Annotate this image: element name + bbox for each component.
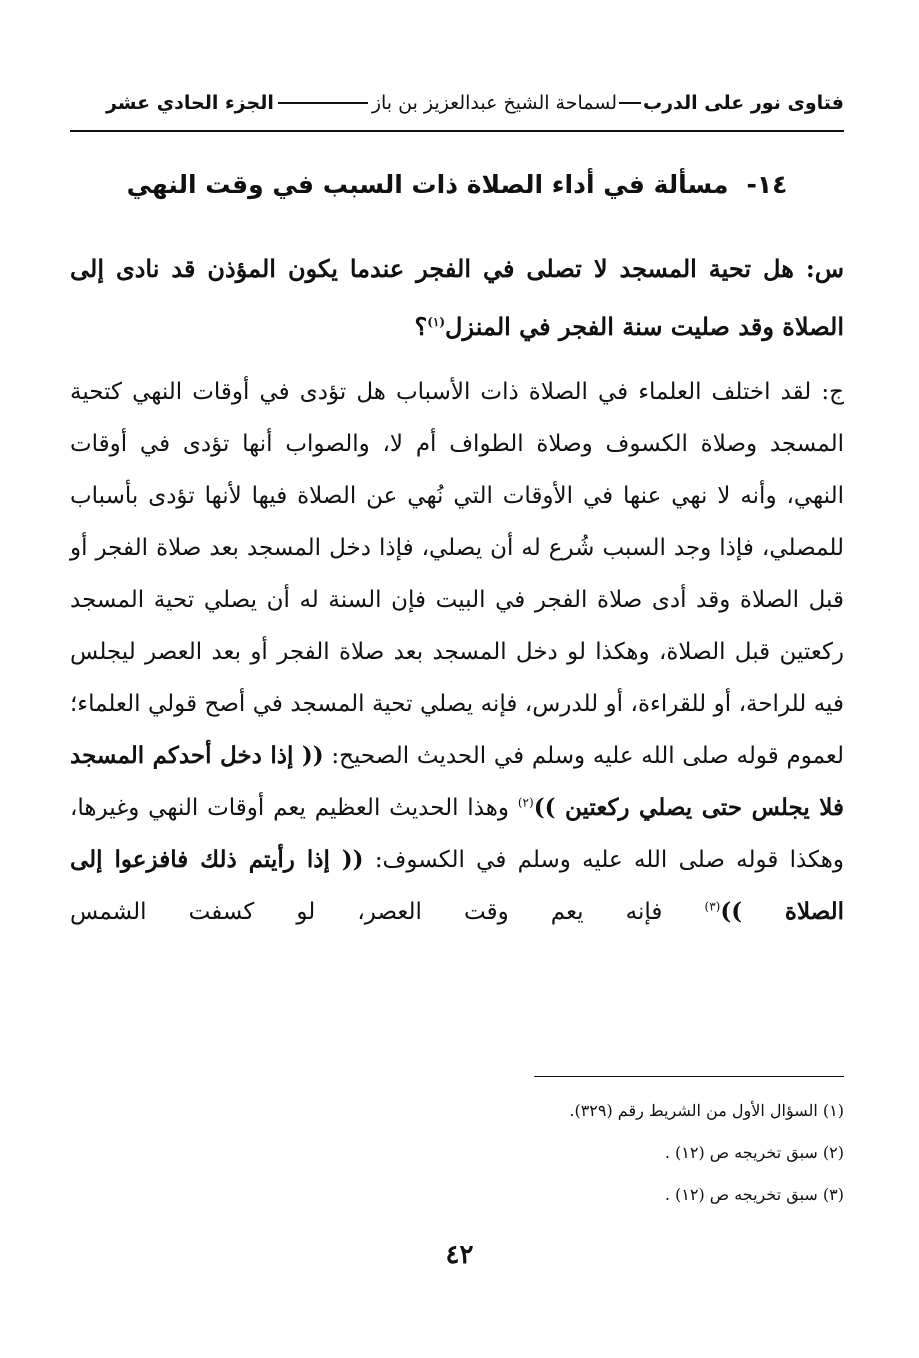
question-label: س: (805, 254, 844, 283)
footnote-2: (٢) سبق تخريجه ص (١٢) . (664, 1143, 844, 1162)
footnote-rule (534, 1076, 844, 1077)
section-title: مسألة في أداء الصلاة ذات السبب في وقت النهي (126, 170, 729, 199)
header-separator (619, 102, 641, 104)
book-title: فتاوى نور على الدرب (643, 92, 844, 114)
header-rule (70, 130, 844, 132)
answer-text-part1: لقد اختلف العلماء في الصلاة ذات الأسباب هل تؤدى في أوقات النهي كتحية المسجد وصلاة الكسوف وصلاة الطواف أم لا، والصواب أنها تؤدى في أوقات النهي، وأنه لا نهي عنها في الأوقات التي نُهي عن الصلاة فيها لأنها تؤدى بأسباب للمصلي، فإذا وجد السبب شُرع له أن يصلي، فإذا دخل المسجد بعد صلاة الفجر أو قبل الصلاة وقد أدى صلاة الفجر في البيت فإن السنة له أن يصلي تحية المسجد ركعتين قبل الصلاة، وهكذا لو دخل المسجد بعد صلاة الفجر أو بعد العصر ليجلس فيه للراحة، أو للقراءة، أو للدرس، فإنه يصلي تحية المسجد في أصح قولي العلماء؛ لعموم قوله صلى الله عليه وسلم في الحديث الصحيح: (70, 379, 845, 769)
volume-label: الجزء الحادي عشر (105, 92, 274, 114)
answer-text-part2: وهذا الحديث العظيم يعم أوقات النهي وغيرها، وهكذا قوله صلى الله عليه وسلم في الكسوف: (70, 795, 844, 873)
section-number: ١٤- (746, 170, 788, 199)
footnote-3: (٣) سبق تخريجه ص (١٢) . (664, 1185, 844, 1204)
question-paragraph (70, 240, 844, 356)
page-number: ٤٢ (445, 1240, 474, 1270)
footnote-ref-3: (٣) (704, 899, 721, 914)
hadith-quote-2: (( إذا رأيتم ذلك فافزعوا إلى الصلاة )) (70, 846, 845, 925)
footnote-1: (١) السؤال الأول من الشريط رقم (٣٢٩). (569, 1101, 844, 1120)
answer-label: ج: (821, 379, 844, 405)
answer-text-part3: فإنه يعم وقت العصر، لو كسفت الشمس (70, 899, 663, 925)
footnotes (70, 1092, 844, 1218)
hadith-quote-1: (( إذا دخل أحدكم المسجد فلا يجلس حتى يصلي ركعتين )) (70, 742, 845, 821)
footnote-ref-1: (١) (427, 315, 446, 329)
running-header (70, 92, 844, 128)
section-heading (70, 170, 844, 199)
question-mark: ؟ (414, 312, 428, 341)
header-separator-long (278, 102, 368, 104)
footnote-ref-2: (٢) (517, 795, 534, 810)
answer-paragraph (70, 366, 844, 938)
question-text: هل تحية المسجد لا تصلى في الفجر عندما يكون المؤذن قد نادى إلى الصلاة وقد صليت سنة الفجر في المنزل (70, 254, 844, 341)
author-name: لسماحة الشيخ عبدالعزيز بن باز (371, 92, 617, 114)
